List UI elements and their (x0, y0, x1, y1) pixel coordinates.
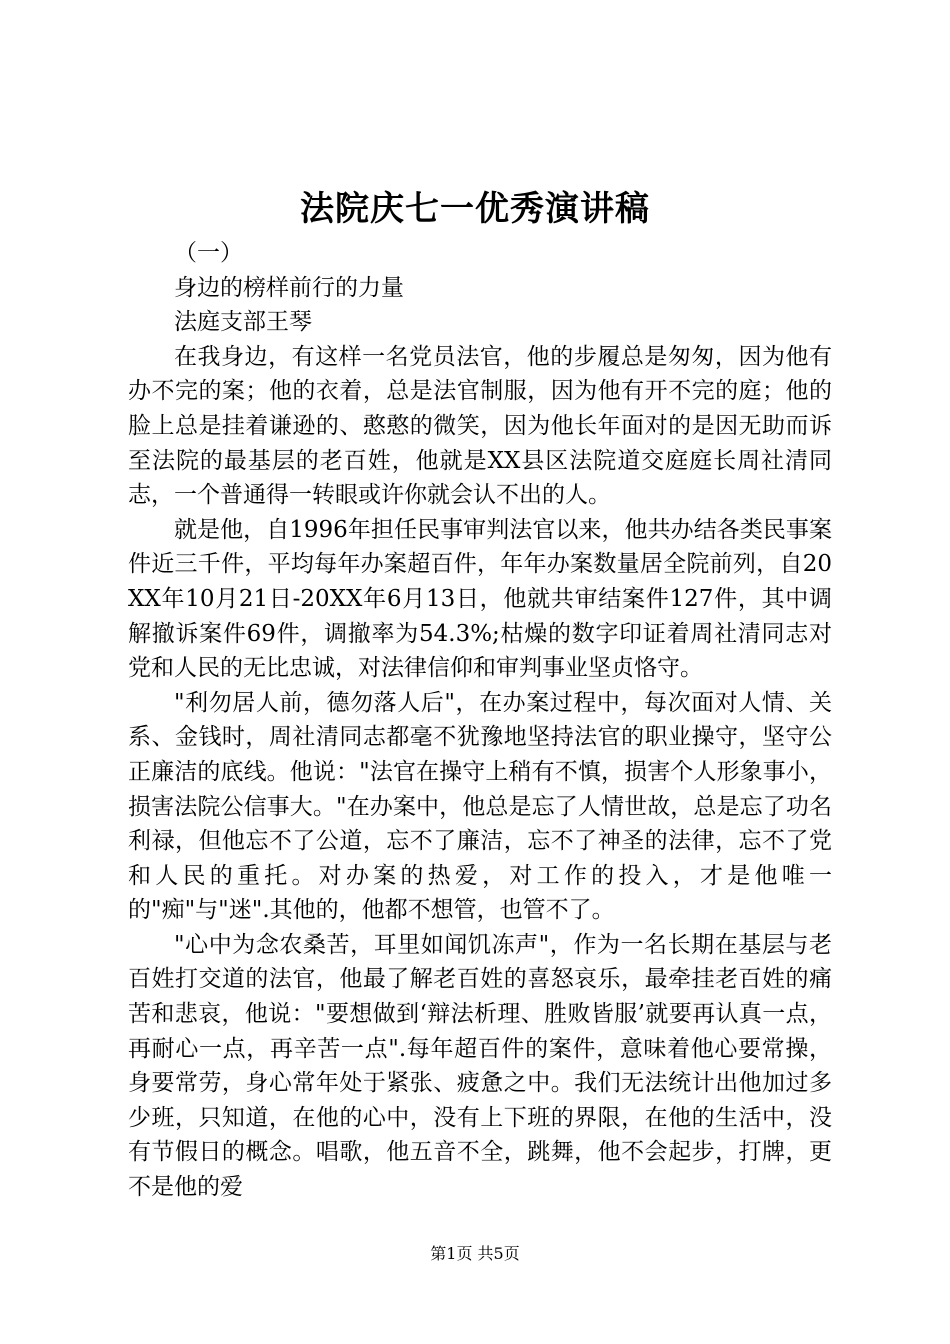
paragraph: 就是他，自1996年担任民事审判法官以来，他共办结各类民事案件近三千件，平均每年办案超百件，年年办案数量居全院前列，自20XX年10月21日-20XX年6月13日，他就共审结案件127件，其中调解撤诉案件69件，调撤率为54.3%;枯燥的数字印证着周社清同志对党和人民的无比忠诚，对法律信仰和审判事业坚贞恪守。 (128, 516, 832, 682)
document-title: 法院庆七一优秀演讲稿 (300, 189, 650, 229)
speech-subtitle: 身边的榜样前行的力量 (174, 274, 404, 301)
paragraph: "心中为念农桑苦，耳里如闻饥冻声"，作为一名长期在基层与老百姓打交道的法官，他最了解老百姓的喜怒哀乐，最牵挂老百姓的痛苦和悲哀，他说："要想做到‘辩法析理、胜败皆服’就要再认真一点，再耐心一点，再辛苦一点".每年超百件的案件，意味着他心要常操，身要常劳，身心常年处于紧张、疲惫之中。我们无法统计出他加过多少班，只知道，在他的心中，没有上下班的界限，在他的生活中，没有节假日的概念。唱歌，他五音不全，跳舞，他不会起步，打牌，更不是他的爱 (128, 931, 832, 1201)
paragraph: "利勿居人前，德勿落人后"，在办案过程中，每次面对人情、关系、金钱时，周社清同志都毫不犹豫地坚持法官的职业操守，坚守公正廉洁的底线。他说："法官在操守上稍有不慎，损害个人形象事小，损害法院公信事大。"在办案中，他总是忘了人情世故，总是忘了功名利禄，但他忘不了公道，忘不了廉洁，忘不了神圣的法律，忘不了党和人民的重托。对办案的热爱，对工作的投入，才是他唯一的"痴"与"迷".其他的，他都不想管，也管不了。 (128, 689, 832, 924)
paragraph: 在我身边，有这样一名党员法官，他的步履总是匆匆，因为他有办不完的案；他的衣着，总是法官制服，因为他有开不完的庭；他的脸上总是挂着谦逊的、憨憨的微笑，因为他长年面对的是因无助而诉至法院的最基层的老百姓，他就是XX县区法院道交庭庭长周社清同志，一个普通得一转眼或许你就会认不出的人。 (128, 343, 832, 509)
document-body (128, 236, 832, 1205)
author-line: 法庭支部王琴 (174, 309, 312, 336)
page-number-footer: 第1页 共5页 (430, 1244, 520, 1263)
section-label: （一） (174, 240, 243, 266)
